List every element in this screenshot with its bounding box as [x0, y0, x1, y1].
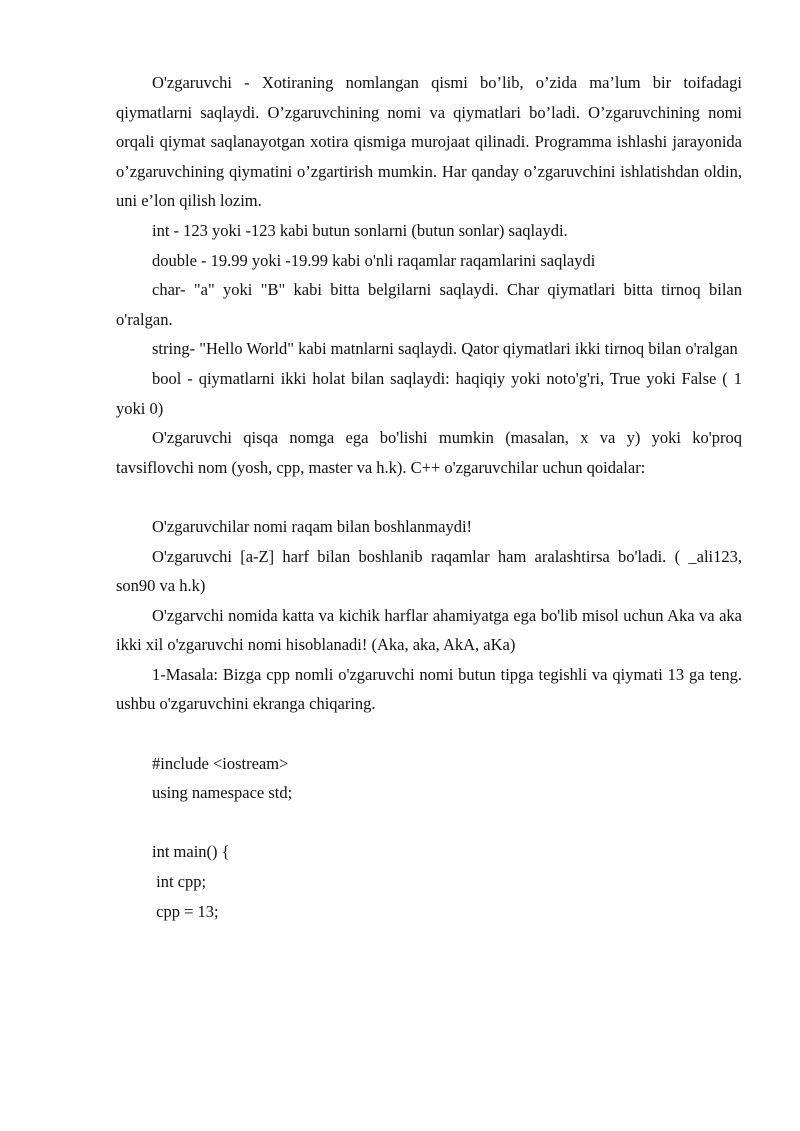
- paragraph-int-type: int - 123 yoki -123 kabi butun sonlarni (butun sonlar) saqlaydi.: [152, 220, 568, 240]
- paragraph-bool-type: bool - qiymatlarni ikki holat bilan saqlaydi: haqiqiy yoki noto'g'ri, True yoki False ( 1 yoki 0): [116, 368, 742, 418]
- blank-line: [116, 719, 742, 749]
- code-line-declare: int cpp;: [152, 872, 207, 892]
- blank-line: [116, 482, 742, 512]
- paragraph-rule-case-sensitive: O'zgarvchi nomida katta va kichik harflar ahamiyatga ega bo'lib misol uchun Aka va aka ikki xil o'zgaruvchi nomi hisoblanadi! (Aka, aka, AkA, aKa): [116, 605, 742, 655]
- paragraph-variable-definition: O'zgaruvchi - Xotiraning nomlangan qismi bo’lib, o’zida ma’lum bir toifadagi qiymatlarni saqlaydi. O’zgaruvchining nomi va qiymatlari bo’ladi. O’zgaruvchining nomi orqali qiymat saqlanayotgan xotira qismiga murojaat qilinadi. Programma ishlashi jarayonida o’zgaruvchining qiymatini o’zgartirish mumkin. Har qanday o’zgaruvchini ishlatishdan oldin, uni e’lon qilish lozim.: [116, 73, 742, 211]
- paragraph-naming-intro: O'zgaruvchi qisqa nomga ega bo'lishi mumkin (masalan, x va y) yoki ko'proq tavsiflovchi nom (yosh, cpp, master va h.k). C++ o'zgaruvchilar uchun qoidalar:: [116, 428, 742, 477]
- blank-line: [116, 808, 742, 838]
- code-line-include: #include <iostream>: [152, 753, 289, 773]
- document-body: [116, 68, 742, 926]
- paragraph-char-type: char- "a" yoki "B" kabi bitta belgilarni saqlaydi. Char qiymatlari bitta tirnoq bilan o'ralgan.: [116, 280, 742, 329]
- paragraph-double-type: double - 19.99 yoki -19.99 kabi o'nli raqamlar raqamlarini saqlaydi: [152, 250, 596, 270]
- code-line-assign: cpp = 13;: [152, 901, 219, 921]
- paragraph-rule-letter-start: O'zgaruvchi [a-Z] harf bilan boshlanib raqamlar ham aralashtirsa bo'ladi. ( _ali123, son90 va h.k): [116, 546, 742, 596]
- paragraph-exercise-1: 1-Masala: Bizga cpp nomli o'zgaruvchi nomi butun tipga tegishli va qiymati 13 ga teng. ushbu o'zgaruvchini ekranga chiqaring.: [116, 664, 742, 714]
- code-line-main: int main() {: [152, 842, 230, 862]
- paragraph-string-type: string- "Hello World" kabi matnlarni saqlaydi. Qator qiymatlari ikki tirnoq bilan o'ralgan: [152, 339, 738, 359]
- paragraph-rule-no-digit-start: O'zgaruvchilar nomi raqam bilan boshlanmaydi!: [152, 516, 473, 536]
- code-line-namespace: using namespace std;: [152, 783, 293, 803]
